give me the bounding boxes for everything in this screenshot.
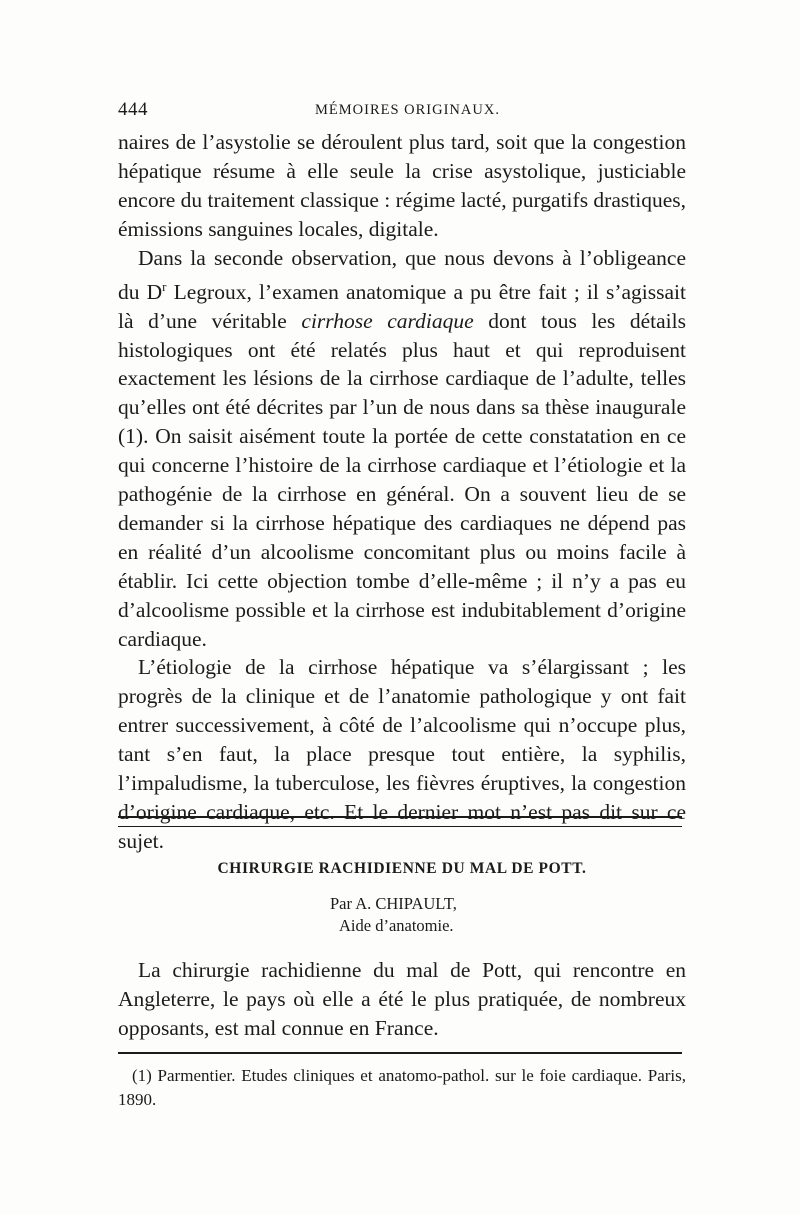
paragraph-3: L’étiologie de la cirrhose hépatique va s’élargissant ; les progrès de la clinique et de l’anatomie pathologique y ont fait entrer successivement, à côté de l’alcoolisme qui n’occupe plus, tant s’en faut, la place presque tout entière, la syphilis, l’impaludisme, la tuberculose, les fièvres éruptives, la congestion d’origine cardiaque, etc. Et le dernier mot n’est pas dit sur ce sujet. bbox=[118, 655, 686, 853]
article-intro bbox=[118, 956, 686, 1043]
doctor-abbrev-superscript: r bbox=[162, 278, 167, 294]
body-text bbox=[118, 128, 686, 856]
paragraph-2-part-3: dont tous les détails histologiques ont été relatés plus haut et qui reproduisent exactement les lésions de la cirrhose cardiaque de l’adulte, telles qu’elles ont été décrites par l’un de nous dans sa thèse inaugurale (1). On saisit aisément toute la portée de cette constatation en ce qui concerne l’histoire de la cirrhose cardiaque et l’étiologie et la pathogénie de la cirrhose en général. On a souvent lieu de se demander si la cirrhose hépatique des cardiaques ne dépend pas en réalité d’un alcoolisme concomitant plus ou moins facile à établir. Ici cette objection tombe d’elle-même ; il n’y a pas eu d’alcoolisme possible et la cirrhose est indubitablement d’origine cardiaque. bbox=[118, 308, 686, 651]
running-header bbox=[118, 99, 686, 125]
intro-paragraph: La chirurgie rachidienne du mal de Pott, qui rencontre en Angleterre, le pays où elle a été le plus pratiquée, de nombreux opposants, est mal connue en France. bbox=[118, 958, 686, 1040]
page-number: 444 bbox=[118, 99, 148, 120]
cirrhose-cardiaque-italic: cirrhose cardiaque bbox=[301, 308, 474, 333]
footnote-divider bbox=[118, 1052, 682, 1054]
section-divider bbox=[118, 816, 682, 827]
paragraph-1: naires de l’asystolie se déroulent plus tard, soit que la congestion hépatique résume à elle seule la crise asystolique, justiciable encore du traitement classique : régime lacté, purgatifs drastiques, émissions sanguines locales, digitale. bbox=[118, 130, 686, 241]
paragraph-2-part-2: Legroux, l’examen anatomique a pu être fait ; il s’agissait là d’une véritable bbox=[118, 279, 687, 333]
author-role: Aide d’anatomie. bbox=[339, 916, 454, 935]
article-title: CHIRURGIE RACHIDIENNE DU MAL DE POTT. bbox=[217, 860, 587, 877]
paragraph-2-part-1: Dans la seconde observation, que nous devons à l’obligeance du D bbox=[118, 245, 686, 304]
author-byline: Par A. CHIPAULT, bbox=[330, 894, 457, 913]
paragraph-2 bbox=[118, 244, 686, 654]
running-title: MÉMOIRES ORIGINAUX. bbox=[315, 102, 500, 118]
footnote-text: (1) Parmentier. Etudes cliniques et anatomo-pathol. sur le foie cardiaque. Paris, 1890. bbox=[118, 1066, 686, 1109]
footnote bbox=[118, 1064, 686, 1111]
